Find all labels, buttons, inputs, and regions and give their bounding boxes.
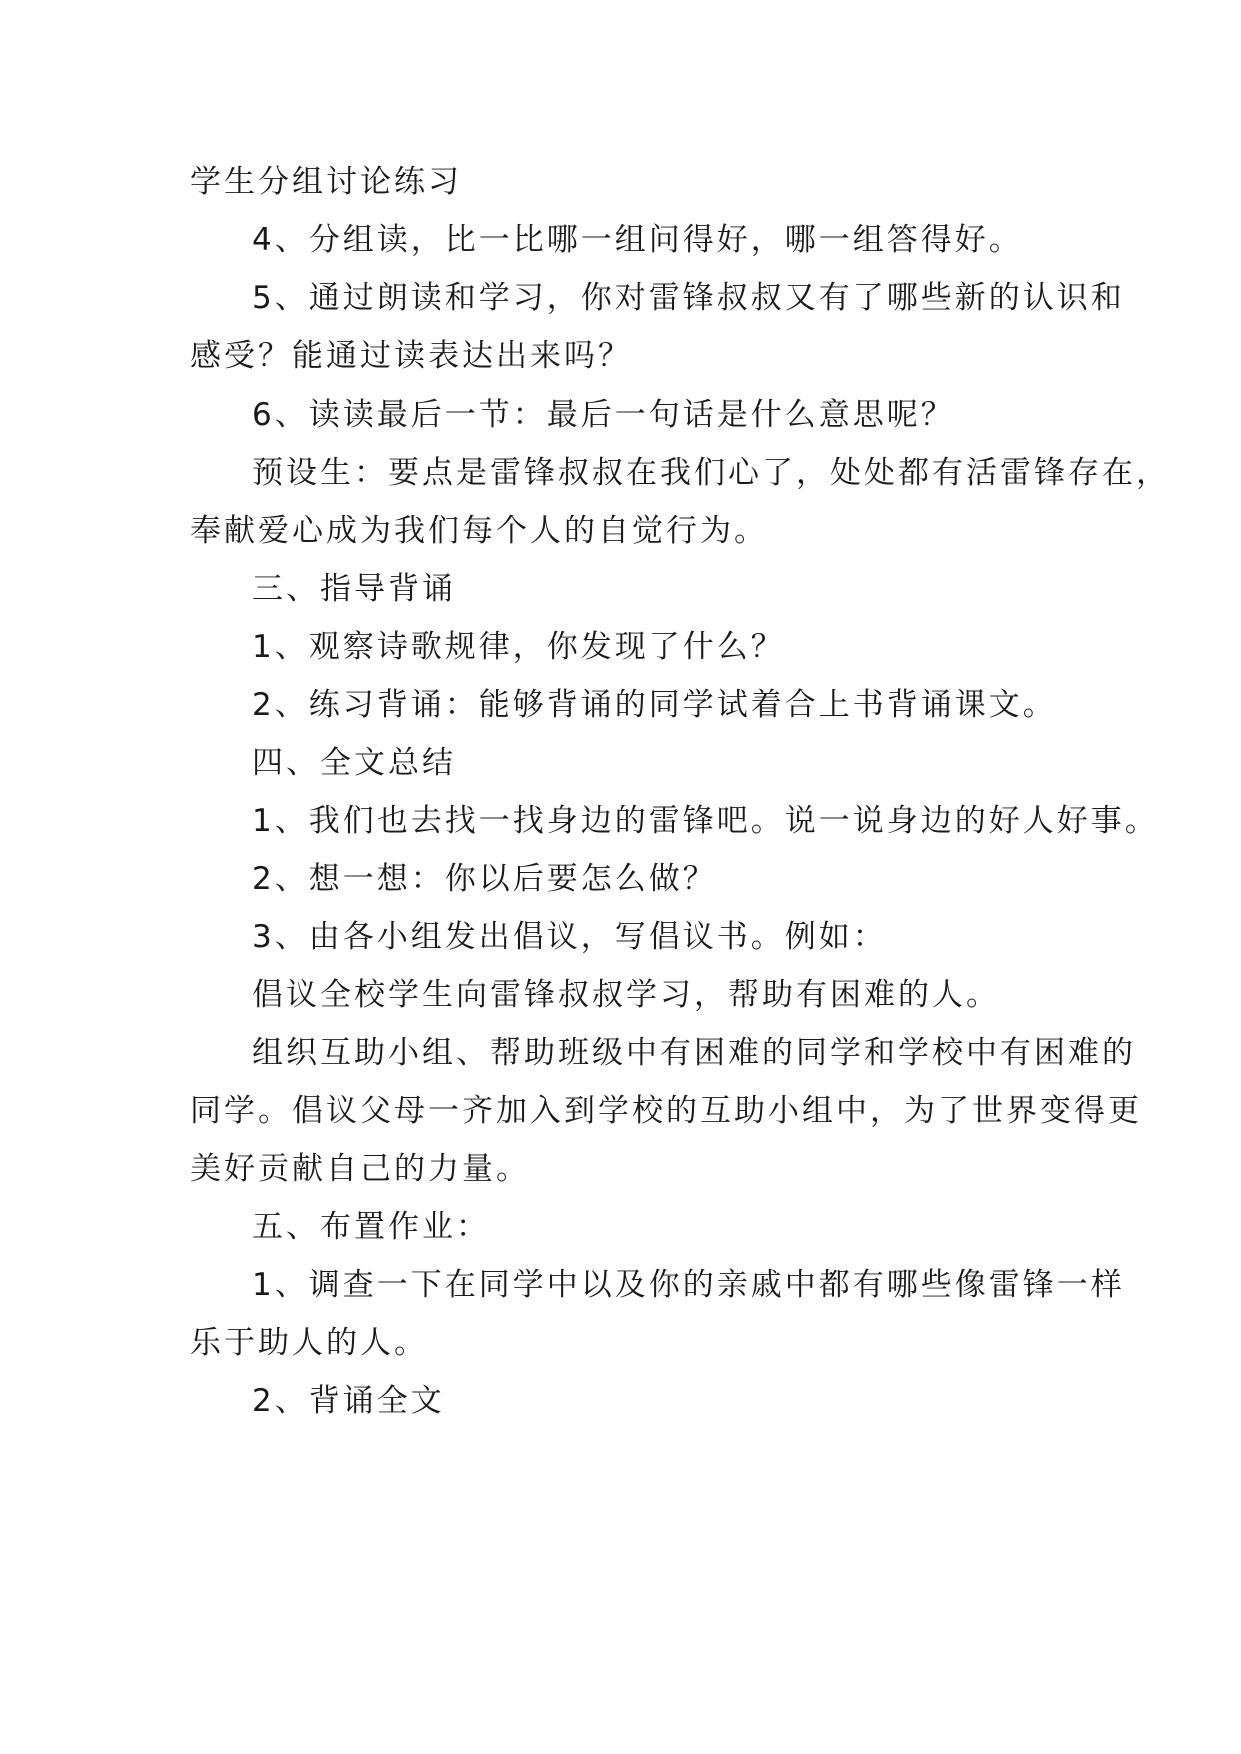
text-line-15: 倡议全校学生向雷锋叔叔学习，帮助有困难的人。 — [252, 977, 1000, 1013]
text-line-7: 奉献爱心成为我们每个人的自觉行为。 — [190, 513, 768, 549]
text-line-9: 1、观察诗歌规律，你发现了什么？ — [252, 629, 785, 665]
text-line-20: 1、调查一下在同学中以及你的亲戚中都有哪些像雷锋一样 — [252, 1267, 1125, 1303]
section-heading-3: 三、指导背诵 — [252, 571, 456, 607]
text-line-17: 同学。倡议父母一齐加入到学校的互助小组中，为了世界变得更 — [190, 1093, 1142, 1129]
text-line-18: 美好贡献自己的力量。 — [190, 1151, 530, 1187]
text-line-21: 乐于助人的人。 — [190, 1325, 428, 1361]
text-line-6: 预设生：要点是雷锋叔叔在我们心了，处处都有活雷锋存在， — [252, 455, 1170, 491]
text-line-13: 2、想一想：你以后要怎么做？ — [252, 861, 717, 897]
text-line-14: 3、由各小组发出倡议，写倡议书。例如： — [252, 919, 887, 955]
text-line-16: 组织互助小组、帮助班级中有困难的同学和学校中有困难的 — [252, 1035, 1136, 1071]
text-line-2: 4、分组读，比一比哪一组问得好，哪一组答得好。 — [252, 222, 1023, 258]
text-line-4: 感受？能通过读表达出来吗？ — [190, 338, 632, 374]
section-heading-4: 四、全文总结 — [252, 745, 456, 781]
text-line-5: 6、读读最后一节：最后一句话是什么意思呢？ — [252, 397, 955, 433]
section-heading-5: 五、布置作业： — [252, 1209, 490, 1245]
text-line-1: 学生分组讨论练习 — [190, 164, 462, 200]
text-line-3: 5、通过朗读和学习，你对雷锋叔叔又有了哪些新的认识和 — [252, 280, 1125, 316]
text-line-12: 1、我们也去找一找身边的雷锋吧。说一说身边的好人好事。 — [252, 803, 1159, 839]
text-line-22: 2、背诵全文 — [252, 1383, 445, 1419]
text-line-10: 2、练习背诵：能够背诵的同学试着合上书背诵课文。 — [252, 687, 1057, 723]
